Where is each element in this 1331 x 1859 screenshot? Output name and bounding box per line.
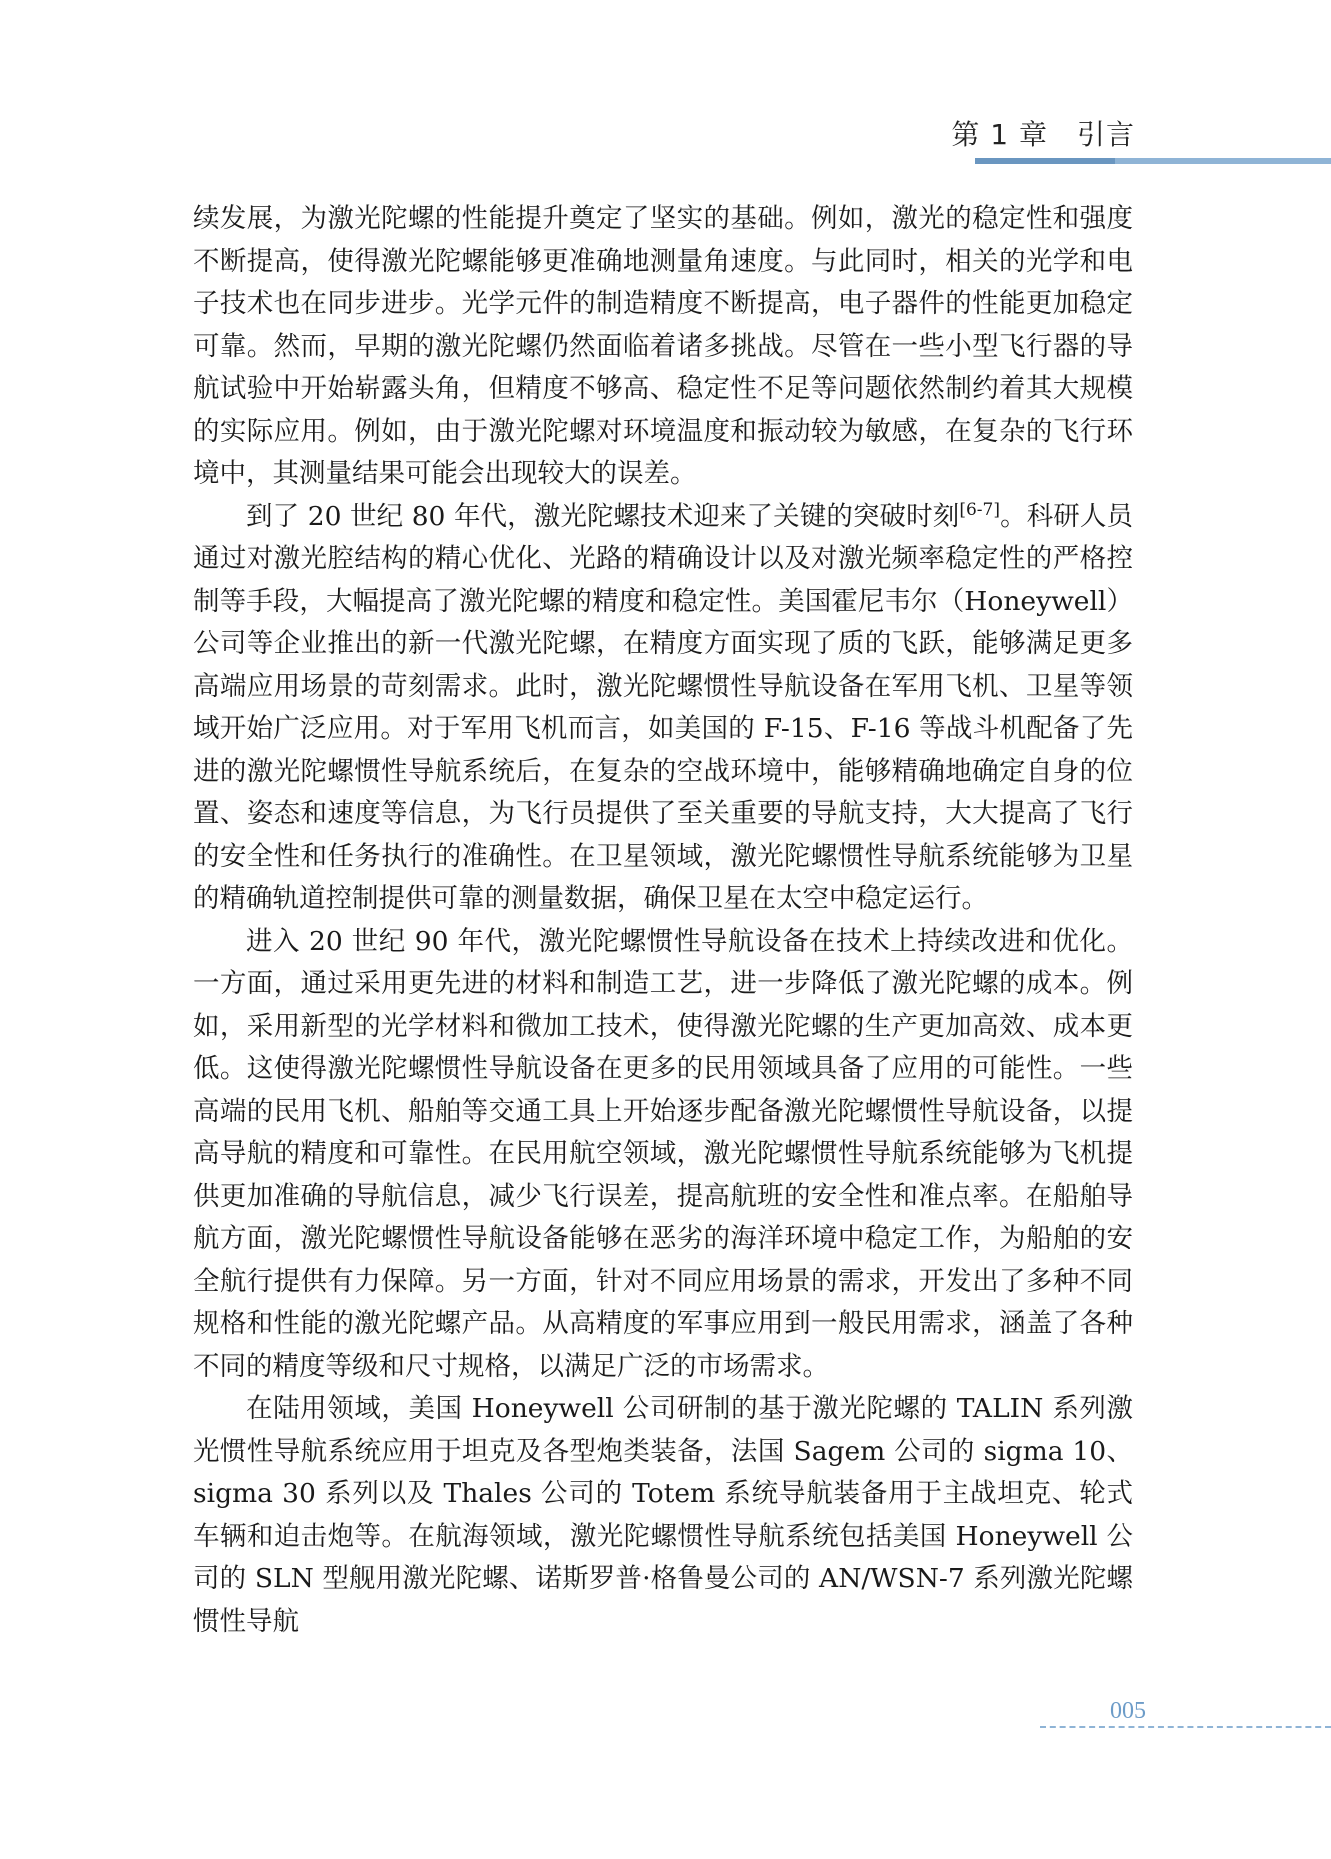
paragraph-2 <box>193 496 1133 921</box>
page-number: 005 <box>1110 1698 1146 1724</box>
footer-dashed-rule <box>1040 1726 1331 1728</box>
paragraph-1: 续发展，为激光陀螺的性能提升奠定了坚实的基础。例如，激光的稳定性和强度不断提高，使得激光陀螺能够更准确地测量角速度。与此同时，相关的光学和电子技术也在同步进步。光学元件的制造精度不断提高，电子器件的性能更加稳定可靠。然而，早期的激光陀螺仍然面临着诸多挑战。尽管在一些小型飞行器的导航试验中开始崭露头角，但精度不够高、稳定性不足等问题依然制约着其大规模的实际应用。例如，由于激光陀螺对环境温度和振动较为敏感，在复杂的飞行环境中，其测量结果可能会出现较大的误差。 <box>193 203 1133 489</box>
paragraph-2-text-a: 到了 20 世纪 80 年代，激光陀螺技术迎来了关键的突破时刻 <box>246 500 960 532</box>
citation: [6-7] <box>959 499 1000 520</box>
page-header <box>0 118 1331 168</box>
paragraph-3: 进入 20 世纪 90 年代，激光陀螺惯性导航设备在技术上持续改进和优化。一方面，通过采用更先进的材料和制造工艺，进一步降低了激光陀螺的成本。例如，采用新型的光学材料和微加工技术，使得激光陀螺的生产更加高效、成本更低。这使得激光陀螺惯性导航设备在更多的民用领域具备了应用的可能性。一些高端的民用飞机、船舶等交通工具上开始逐步配备激光陀螺惯性导航设备，以提高导航的精度和可靠性。在民用航空领域，激光陀螺惯性导航系统能够为飞机提供更加准确的导航信息，减少飞行误差，提高航班的安全性和准点率。在船舶导航方面，激光陀螺惯性导航设备能够在恶劣的海洋环境中稳定工作，为船舶的安全航行提供有力保障。另一方面，针对不同应用场景的需求，开发出了多种不同规格和性能的激光陀螺产品。从高精度的军事应用到一般民用需求，涵盖了各种不同的精度等级和尺寸规格，以满足广泛的市场需求。 <box>193 925 1133 1382</box>
body-text <box>193 198 1133 1643</box>
header-rule-accent <box>975 158 1115 164</box>
chapter-title: 第 1 章 引言 <box>951 118 1135 151</box>
paragraph-2-text-b: 。科研人员通过对激光腔结构的精心优化、光路的精确设计以及对激光频率稳定性的严格控制等手段，大幅提高了激光陀螺的精度和稳定性。美国霍尼韦尔（Honeywell）公司等企业推出的新一代激光陀螺，在精度方面实现了质的飞跃，能够满足更多高端应用场景的苛刻需求。此时，激光陀螺惯性导航设备在军用飞机、卫星等领域开始广泛应用。对于军用飞机而言，如美国的 F-15、F-16 等战斗机配备了先进的激光陀螺惯性导航系统后，在复杂的空战环境中，能够精确地确定自身的位置、姿态和速度等信息，为飞行员提供了至关重要的导航支持，大大提高了飞行的安全性和任务执行的准确性。在卫星领域，激光陀螺惯性导航系统能够为卫星的精确轨道控制提供可靠的测量数据，确保卫星在太空中稳定运行。 <box>193 500 1134 914</box>
paragraph-4: 在陆用领域，美国 Honeywell 公司研制的基于激光陀螺的 TALIN 系列激光惯性导航系统应用于坦克及各型炮类装备，法国 Sagem 公司的 sigma 10、sigma 30 系列以及 Thales 公司的 Totem 系统导航装备用于主战坦克、轮式车辆和迫击炮等。在航海领域，激光陀螺惯性导航系统包括美国 Honeywell 公司的 SLN 型舰用激光陀螺、诺斯罗普·格鲁曼公司的 AN/WSN-7 系列激光陀螺惯性导航 <box>193 1393 1133 1637</box>
